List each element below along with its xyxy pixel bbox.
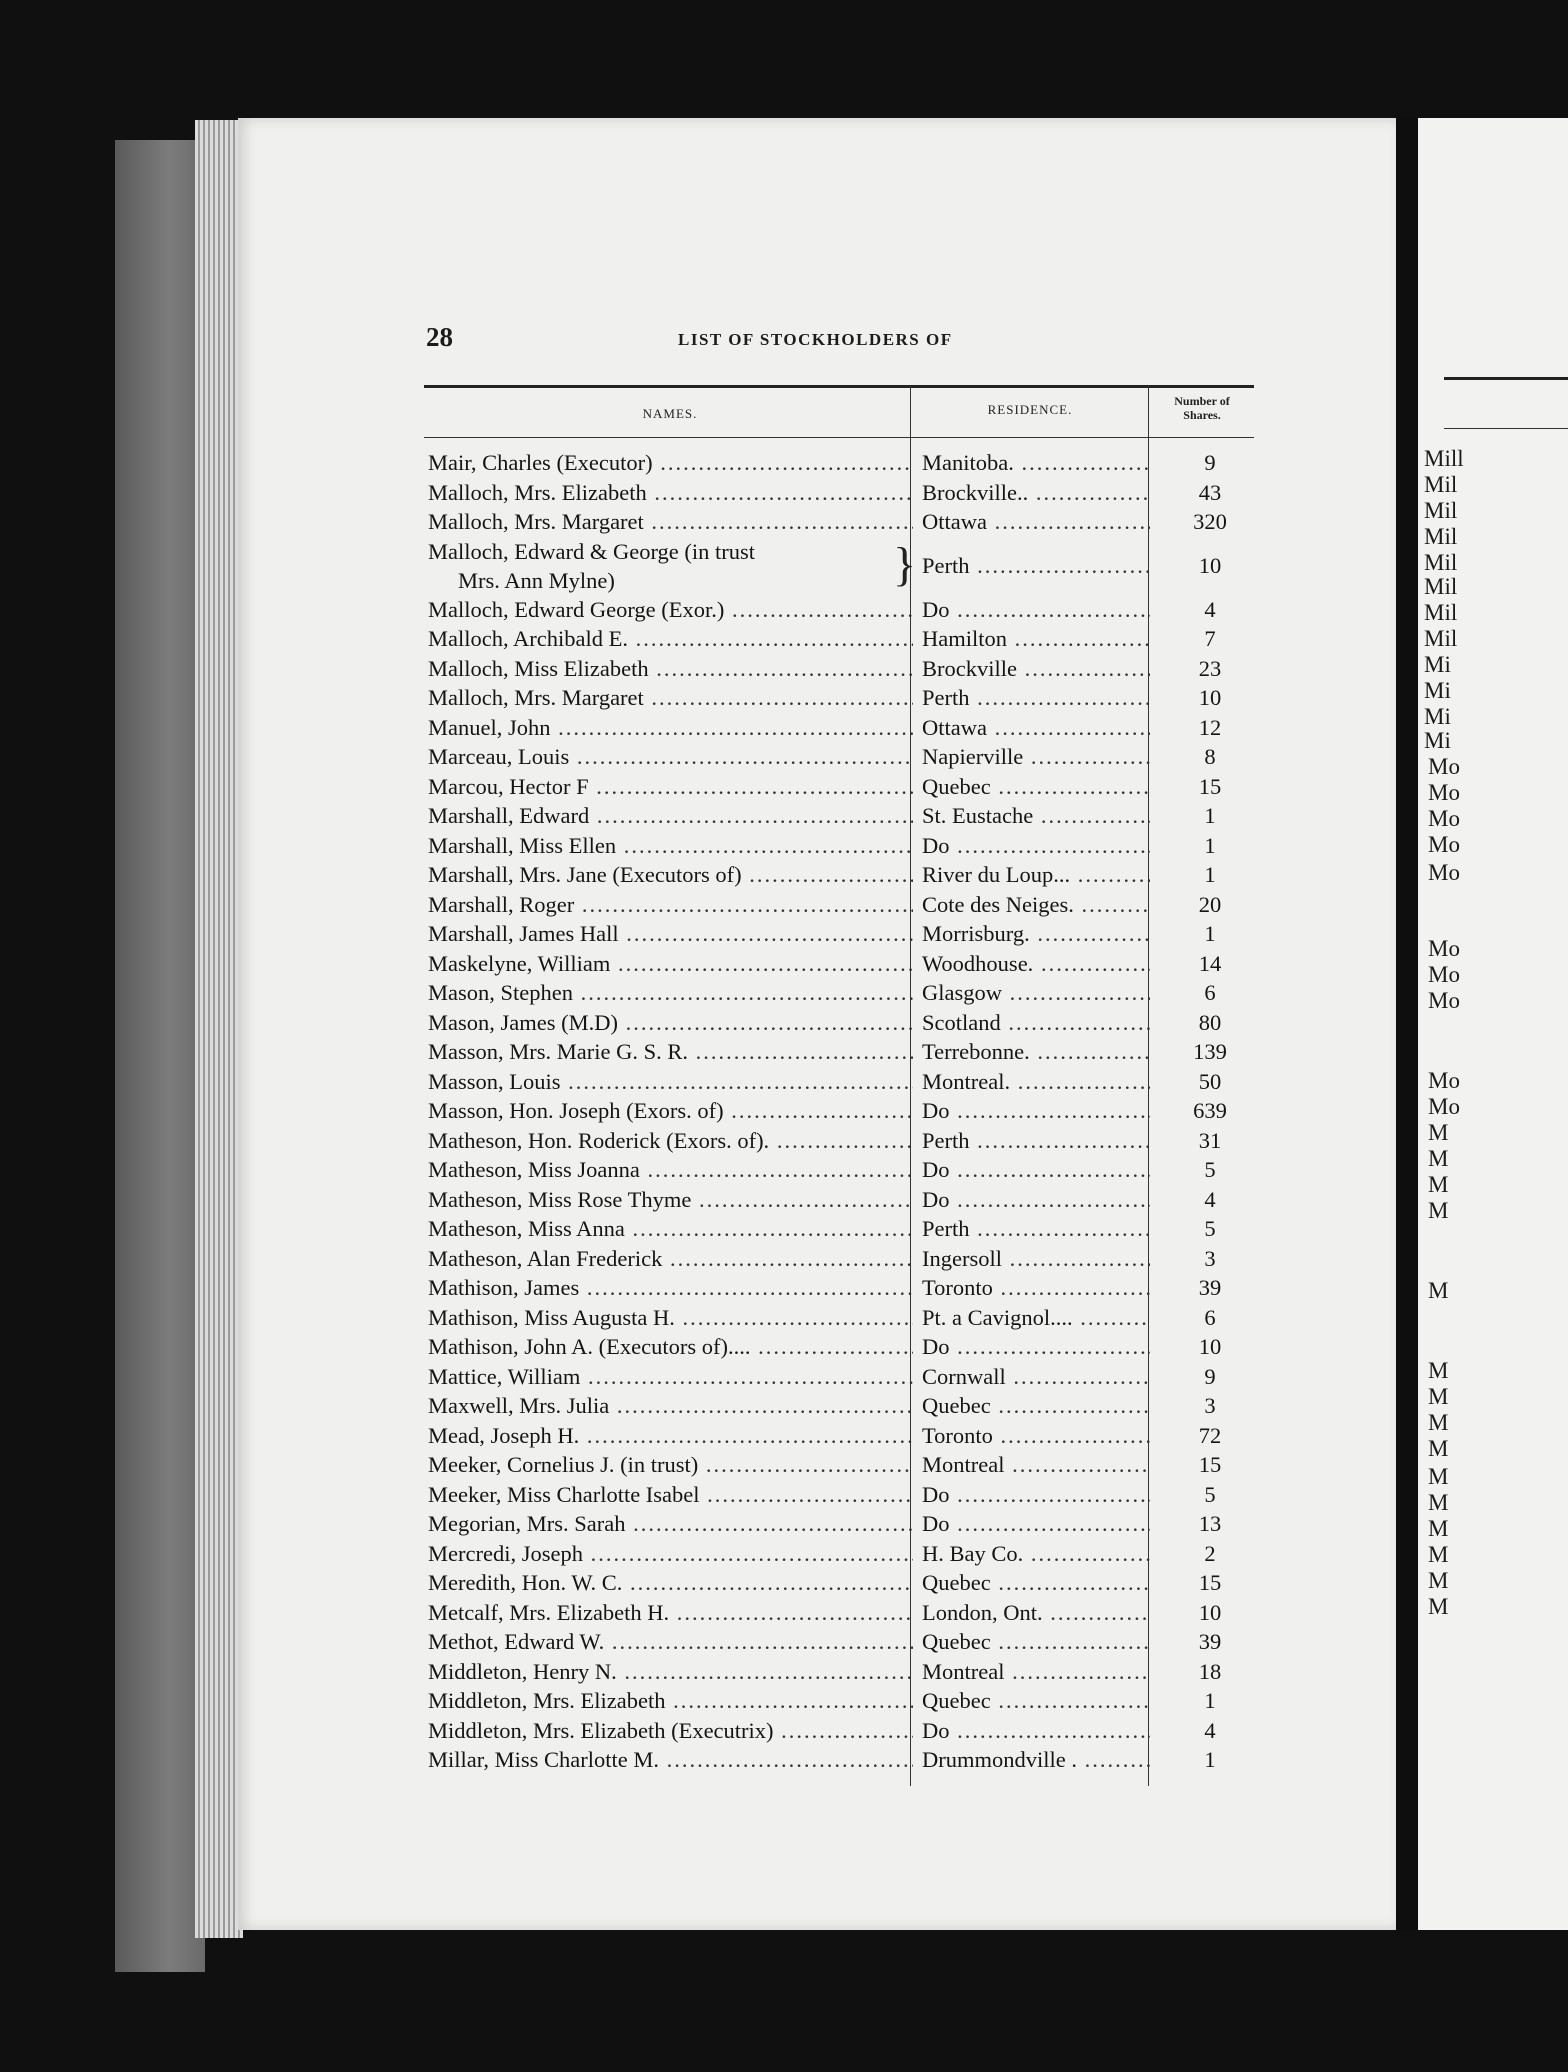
stockholder-shares: 320 bbox=[1193, 509, 1227, 534]
stockholder-shares: 15 bbox=[1198, 1570, 1222, 1595]
next-page-fragment: Mi bbox=[1424, 728, 1451, 753]
stockholder-shares: 50 bbox=[1198, 1068, 1222, 1094]
stockholder-residence: Montreal ..... bbox=[922, 1657, 1150, 1686]
stockholder-residence: Toronto ..... bbox=[922, 1421, 1150, 1450]
stockholder-residence: Woodhouse. ..... bbox=[922, 949, 1150, 978]
stockholder-residence: Montreal ..... bbox=[922, 1450, 1150, 1479]
stockholder-residence: Morrisburg. ..... bbox=[922, 919, 1150, 948]
header-shares-line1: Number of bbox=[1174, 394, 1230, 408]
stockholder-name: Marcou, Hector F ..... bbox=[428, 772, 913, 801]
stockholder-residence: Brockville ..... bbox=[922, 654, 1150, 683]
stockholder-name: Meeker, Cornelius J. (in trust) ..... bbox=[428, 1450, 913, 1479]
next-page-fragment: Mi bbox=[1424, 652, 1451, 677]
stockholder-shares: 13 bbox=[1198, 1511, 1222, 1536]
page-number: 28 bbox=[426, 322, 453, 352]
stockholder-shares: 9 bbox=[1204, 450, 1216, 475]
stockholder-shares: 6 bbox=[1204, 1304, 1216, 1330]
stockholder-name: Manuel, John ..... bbox=[428, 713, 913, 742]
stockholder-shares: 43 bbox=[1198, 479, 1222, 505]
stockholder-residence: Quebec ..... bbox=[922, 1686, 1150, 1715]
stockholder-name: Marceau, Louis ..... bbox=[428, 742, 913, 771]
page-edges bbox=[195, 120, 243, 1938]
stockholder-residence: Do ..... bbox=[922, 1096, 1150, 1125]
next-page-fragment: Mo bbox=[1428, 860, 1460, 885]
stockholder-residence: Do ..... bbox=[922, 595, 1150, 624]
stockholder-residence: St. Eustache ..... bbox=[922, 801, 1150, 830]
stockholder-shares: 1 bbox=[1204, 1747, 1216, 1772]
next-page-fragment: M bbox=[1428, 1278, 1449, 1303]
stockholder-name: Middleton, Mrs. Elizabeth (Executrix) ..... bbox=[428, 1716, 913, 1745]
stockholder-shares: 10 bbox=[1198, 1599, 1222, 1625]
stockholder-residence: Do ..... bbox=[922, 1332, 1150, 1361]
stockholder-shares: 2 bbox=[1204, 1540, 1216, 1566]
stockholder-name: Methot, Edward W. ..... bbox=[428, 1627, 913, 1656]
stockholder-name: Matheson, Alan Frederick ..... bbox=[428, 1244, 913, 1273]
stockholder-name: Marshall, James Hall ..... bbox=[428, 919, 913, 948]
next-page-fragment: Mil bbox=[1424, 472, 1458, 497]
next-page-fragment: Mo bbox=[1428, 1068, 1460, 1093]
stockholder-residence: Do ..... bbox=[922, 1480, 1150, 1509]
stockholder-name: Mercredi, Joseph ..... bbox=[428, 1539, 913, 1568]
stockholder-name: Megorian, Mrs. Sarah ..... bbox=[428, 1509, 913, 1538]
brace-mark: } bbox=[893, 537, 917, 591]
stockholder-shares: 10 bbox=[1198, 552, 1222, 578]
stockholder-residence: Pt. a Cavignol.... ..... bbox=[922, 1303, 1150, 1332]
next-page-fragment: M bbox=[1428, 1568, 1449, 1593]
next-page-fragment: Mil bbox=[1424, 550, 1458, 575]
stockholder-residence: Ottawa ..... bbox=[922, 507, 1150, 536]
header-names: NAMES. bbox=[642, 406, 698, 421]
stockholder-name: Mead, Joseph H. ..... bbox=[428, 1421, 913, 1450]
stockholder-name: Mason, Stephen ..... bbox=[428, 978, 913, 1007]
next-page-fragment: Mil bbox=[1424, 524, 1458, 549]
stockholder-residence: Cornwall ..... bbox=[922, 1362, 1150, 1391]
stockholder-shares: 3 bbox=[1204, 1393, 1216, 1418]
stockholder-residence: Hamilton ..... bbox=[922, 624, 1150, 653]
stockholder-name: Matheson, Miss Rose Thyme ..... bbox=[428, 1185, 913, 1214]
stockholder-residence: Quebec ..... bbox=[922, 1568, 1150, 1597]
stockholder-name: Mathison, John A. (Executors of).... ..... bbox=[428, 1332, 913, 1361]
stockholder-residence: Perth ..... bbox=[922, 551, 1150, 580]
next-page-fragment: Mil bbox=[1424, 574, 1458, 599]
stockholder-name: Middleton, Mrs. Elizabeth ..... bbox=[428, 1686, 913, 1715]
next-page-fragment: Mill bbox=[1424, 446, 1464, 471]
next-page-top-rule bbox=[1444, 377, 1568, 380]
stockholder-residence: Do ..... bbox=[922, 831, 1150, 860]
stockholder-residence: Quebec ..... bbox=[922, 1627, 1150, 1656]
stockholder-name: Metcalf, Mrs. Elizabeth H. ..... bbox=[428, 1598, 913, 1627]
stockholder-name: Matheson, Miss Joanna ..... bbox=[428, 1155, 913, 1184]
next-page-fragment: Mil bbox=[1424, 498, 1458, 523]
stockholder-name: Mathison, Miss Augusta H. ..... bbox=[428, 1303, 913, 1332]
stockholder-shares: 1 bbox=[1204, 921, 1216, 946]
next-page-fragment: Mi bbox=[1424, 704, 1451, 729]
stockholder-name: Masson, Mrs. Marie G. S. R. ..... bbox=[428, 1037, 913, 1066]
next-page-fragment: M bbox=[1428, 1490, 1449, 1515]
stockholder-name: Middleton, Henry N. ..... bbox=[428, 1657, 913, 1686]
stockholder-name: Maskelyne, William ..... bbox=[428, 949, 913, 978]
stockholder-shares: 7 bbox=[1204, 626, 1216, 651]
stockholder-shares: 1 bbox=[1204, 803, 1216, 828]
stockholder-residence: Quebec ..... bbox=[922, 1391, 1150, 1420]
stockholder-name: Malloch, Miss Elizabeth ..... bbox=[428, 654, 913, 683]
next-page-fragment: M bbox=[1428, 1120, 1449, 1145]
next-page-edge bbox=[1418, 118, 1568, 1930]
stockholder-name: Mathison, James ..... bbox=[428, 1273, 913, 1302]
stockholder-name: Maxwell, Mrs. Julia ..... bbox=[428, 1391, 913, 1420]
stockholder-shares: 31 bbox=[1198, 1127, 1222, 1153]
header-shares-line2: Shares. bbox=[1183, 408, 1221, 422]
stockholder-residence: Perth ..... bbox=[922, 1214, 1150, 1243]
stockholder-shares: 6 bbox=[1204, 980, 1216, 1005]
stockholder-shares: 20 bbox=[1198, 891, 1222, 917]
stockholder-residence: Do ..... bbox=[922, 1509, 1150, 1538]
stockholder-residence: Montreal. ..... bbox=[922, 1067, 1150, 1096]
stockholder-name: Mason, James (M.D) ..... bbox=[428, 1008, 913, 1037]
stockholder-shares: 39 bbox=[1198, 1275, 1222, 1300]
stockholder-name: Mattice, William ..... bbox=[428, 1362, 913, 1391]
stockholder-shares: 4 bbox=[1204, 1186, 1216, 1212]
stockholder-shares: 4 bbox=[1204, 1717, 1216, 1743]
stockholder-residence: Napierville ..... bbox=[922, 742, 1150, 771]
stockholder-shares: 10 bbox=[1198, 685, 1222, 710]
stockholder-residence: H. Bay Co. ..... bbox=[922, 1539, 1150, 1568]
next-page-fragment: M bbox=[1428, 1198, 1449, 1223]
next-page-fragment: M bbox=[1428, 1464, 1449, 1489]
stockholder-name-line1: Malloch, Edward & George (in trust bbox=[428, 538, 756, 564]
stockholder-shares: 4 bbox=[1204, 596, 1216, 622]
stockholder-residence: Brockville.. ..... bbox=[922, 478, 1150, 507]
stockholder-name: Malloch, Archibald E. ..... bbox=[428, 624, 913, 653]
next-page-fragment: M bbox=[1428, 1542, 1449, 1567]
stockholder-shares: 10 bbox=[1198, 1334, 1222, 1359]
stockholder-residence: Manitoba. ..... bbox=[922, 448, 1150, 477]
stockholder-name bbox=[428, 537, 913, 595]
stockholder-shares: 1 bbox=[1204, 832, 1216, 858]
next-page-fragment: Mo bbox=[1428, 780, 1460, 805]
header-shares bbox=[1150, 394, 1254, 422]
next-page-fragment: M bbox=[1428, 1594, 1449, 1619]
stockholder-residence: Drummondville . ..... bbox=[922, 1745, 1150, 1774]
stockholder-name: Malloch, Mrs. Margaret ..... bbox=[428, 683, 913, 712]
stockholder-shares: 23 bbox=[1198, 655, 1222, 681]
stockholder-residence: Glasgow ..... bbox=[922, 978, 1150, 1007]
stockholder-name-line2: Mrs. Ann Mylne) ..... bbox=[428, 566, 913, 595]
book-spine bbox=[115, 140, 205, 1972]
stockholder-shares: 139 bbox=[1193, 1039, 1227, 1064]
stockholder-residence: Toronto ..... bbox=[922, 1273, 1150, 1302]
stockholder-name: Marshall, Mrs. Jane (Executors of) ..... bbox=[428, 860, 913, 889]
stockholder-shares: 15 bbox=[1198, 773, 1222, 799]
book-gutter bbox=[1396, 118, 1418, 1930]
table-header-rule bbox=[424, 437, 1254, 438]
stockholder-shares: 1 bbox=[1204, 862, 1216, 887]
next-page-fragment: Mo bbox=[1428, 962, 1460, 987]
running-head: LIST OF STOCKHOLDERS OF bbox=[678, 330, 953, 349]
stockholder-residence: Ottawa ..... bbox=[922, 713, 1150, 742]
stockholder-residence: Do ..... bbox=[922, 1155, 1150, 1184]
stockholder-shares: 80 bbox=[1198, 1009, 1222, 1035]
stockholder-shares: 14 bbox=[1198, 950, 1222, 976]
stockholder-name: Millar, Miss Charlotte M. ..... bbox=[428, 1745, 913, 1774]
header-residence: RESIDENCE. bbox=[987, 402, 1073, 417]
stockholder-name: Marshall, Edward ..... bbox=[428, 801, 913, 830]
stockholder-name: Malloch, Edward George (Exor.) ..... bbox=[428, 595, 913, 624]
next-page-fragment: Mo bbox=[1428, 1094, 1460, 1119]
next-page-fragment: Mil bbox=[1424, 626, 1458, 651]
stockholder-name: Marshall, Miss Ellen ..... bbox=[428, 831, 913, 860]
next-page-fragment: Mo bbox=[1428, 806, 1460, 831]
stockholder-residence: Ingersoll ..... bbox=[922, 1244, 1150, 1273]
stockholder-residence: Quebec ..... bbox=[922, 772, 1150, 801]
stockholder-shares: 39 bbox=[1198, 1629, 1222, 1654]
stockholder-shares: 5 bbox=[1204, 1216, 1216, 1241]
stockholder-residence: Cote des Neiges. ..... bbox=[922, 890, 1150, 919]
stockholder-name: Meeker, Miss Charlotte Isabel ..... bbox=[428, 1480, 913, 1509]
stockholder-name: Matheson, Hon. Roderick (Exors. of). ..... bbox=[428, 1126, 913, 1155]
next-page-fragment: M bbox=[1428, 1172, 1449, 1197]
next-page-fragment: Mo bbox=[1428, 988, 1460, 1013]
stockholder-shares: 639 bbox=[1193, 1098, 1227, 1123]
stockholder-residence: London, Ont. ..... bbox=[922, 1598, 1150, 1627]
stockholder-residence: River du Loup... ..... bbox=[922, 860, 1150, 889]
stockholder-residence: Do ..... bbox=[922, 1716, 1150, 1745]
stockholder-name: Marshall, Roger ..... bbox=[428, 890, 913, 919]
next-page-fragment: M bbox=[1428, 1384, 1449, 1409]
table-top-rule bbox=[424, 385, 1254, 388]
stockholder-name: Meredith, Hon. W. C. ..... bbox=[428, 1568, 913, 1597]
next-page-fragment: Mi bbox=[1424, 678, 1451, 703]
stockholder-residence: Do ..... bbox=[922, 1185, 1150, 1214]
stockholder-shares: 12 bbox=[1198, 714, 1222, 740]
stockholder-shares: 1 bbox=[1204, 1688, 1216, 1713]
stockholder-shares: 3 bbox=[1204, 1245, 1216, 1271]
stockholder-name: Mair, Charles (Executor) ..... bbox=[428, 448, 913, 477]
next-page-fragment: Mo bbox=[1428, 936, 1460, 961]
stockholder-name: Matheson, Miss Anna ..... bbox=[428, 1214, 913, 1243]
next-page-fragment: Mo bbox=[1428, 754, 1460, 779]
stockholder-shares: 15 bbox=[1198, 1452, 1222, 1477]
stockholder-residence: Perth ..... bbox=[922, 1126, 1150, 1155]
next-page-fragment: M bbox=[1428, 1436, 1449, 1461]
stockholder-shares: 18 bbox=[1198, 1658, 1222, 1684]
stockholder-residence: Terrebonne. ..... bbox=[922, 1037, 1150, 1066]
stockholder-residence: Scotland ..... bbox=[922, 1008, 1150, 1037]
stockholder-name: Masson, Louis ..... bbox=[428, 1067, 913, 1096]
next-page-fragment: Mil bbox=[1424, 600, 1458, 625]
stockholder-shares: 5 bbox=[1204, 1481, 1216, 1507]
stockholder-shares: 9 bbox=[1204, 1363, 1216, 1389]
stockholder-name: Malloch, Mrs. Elizabeth ..... bbox=[428, 478, 913, 507]
stockholder-shares: 5 bbox=[1204, 1157, 1216, 1182]
next-page-header-rule bbox=[1444, 428, 1568, 429]
stockholder-name: Masson, Hon. Joseph (Exors. of) ..... bbox=[428, 1096, 913, 1125]
next-page-fragment: M bbox=[1428, 1410, 1449, 1435]
next-page-fragment: Mo bbox=[1428, 832, 1460, 857]
stockholder-residence: Perth ..... bbox=[922, 683, 1150, 712]
stockholder-shares: 72 bbox=[1198, 1422, 1222, 1448]
next-page-fragment: M bbox=[1428, 1146, 1449, 1171]
next-page-fragment: M bbox=[1428, 1516, 1449, 1541]
next-page-fragment: M bbox=[1428, 1358, 1449, 1383]
stockholder-name: Malloch, Mrs. Margaret ..... bbox=[428, 507, 913, 536]
stockholder-shares: 8 bbox=[1204, 744, 1216, 769]
